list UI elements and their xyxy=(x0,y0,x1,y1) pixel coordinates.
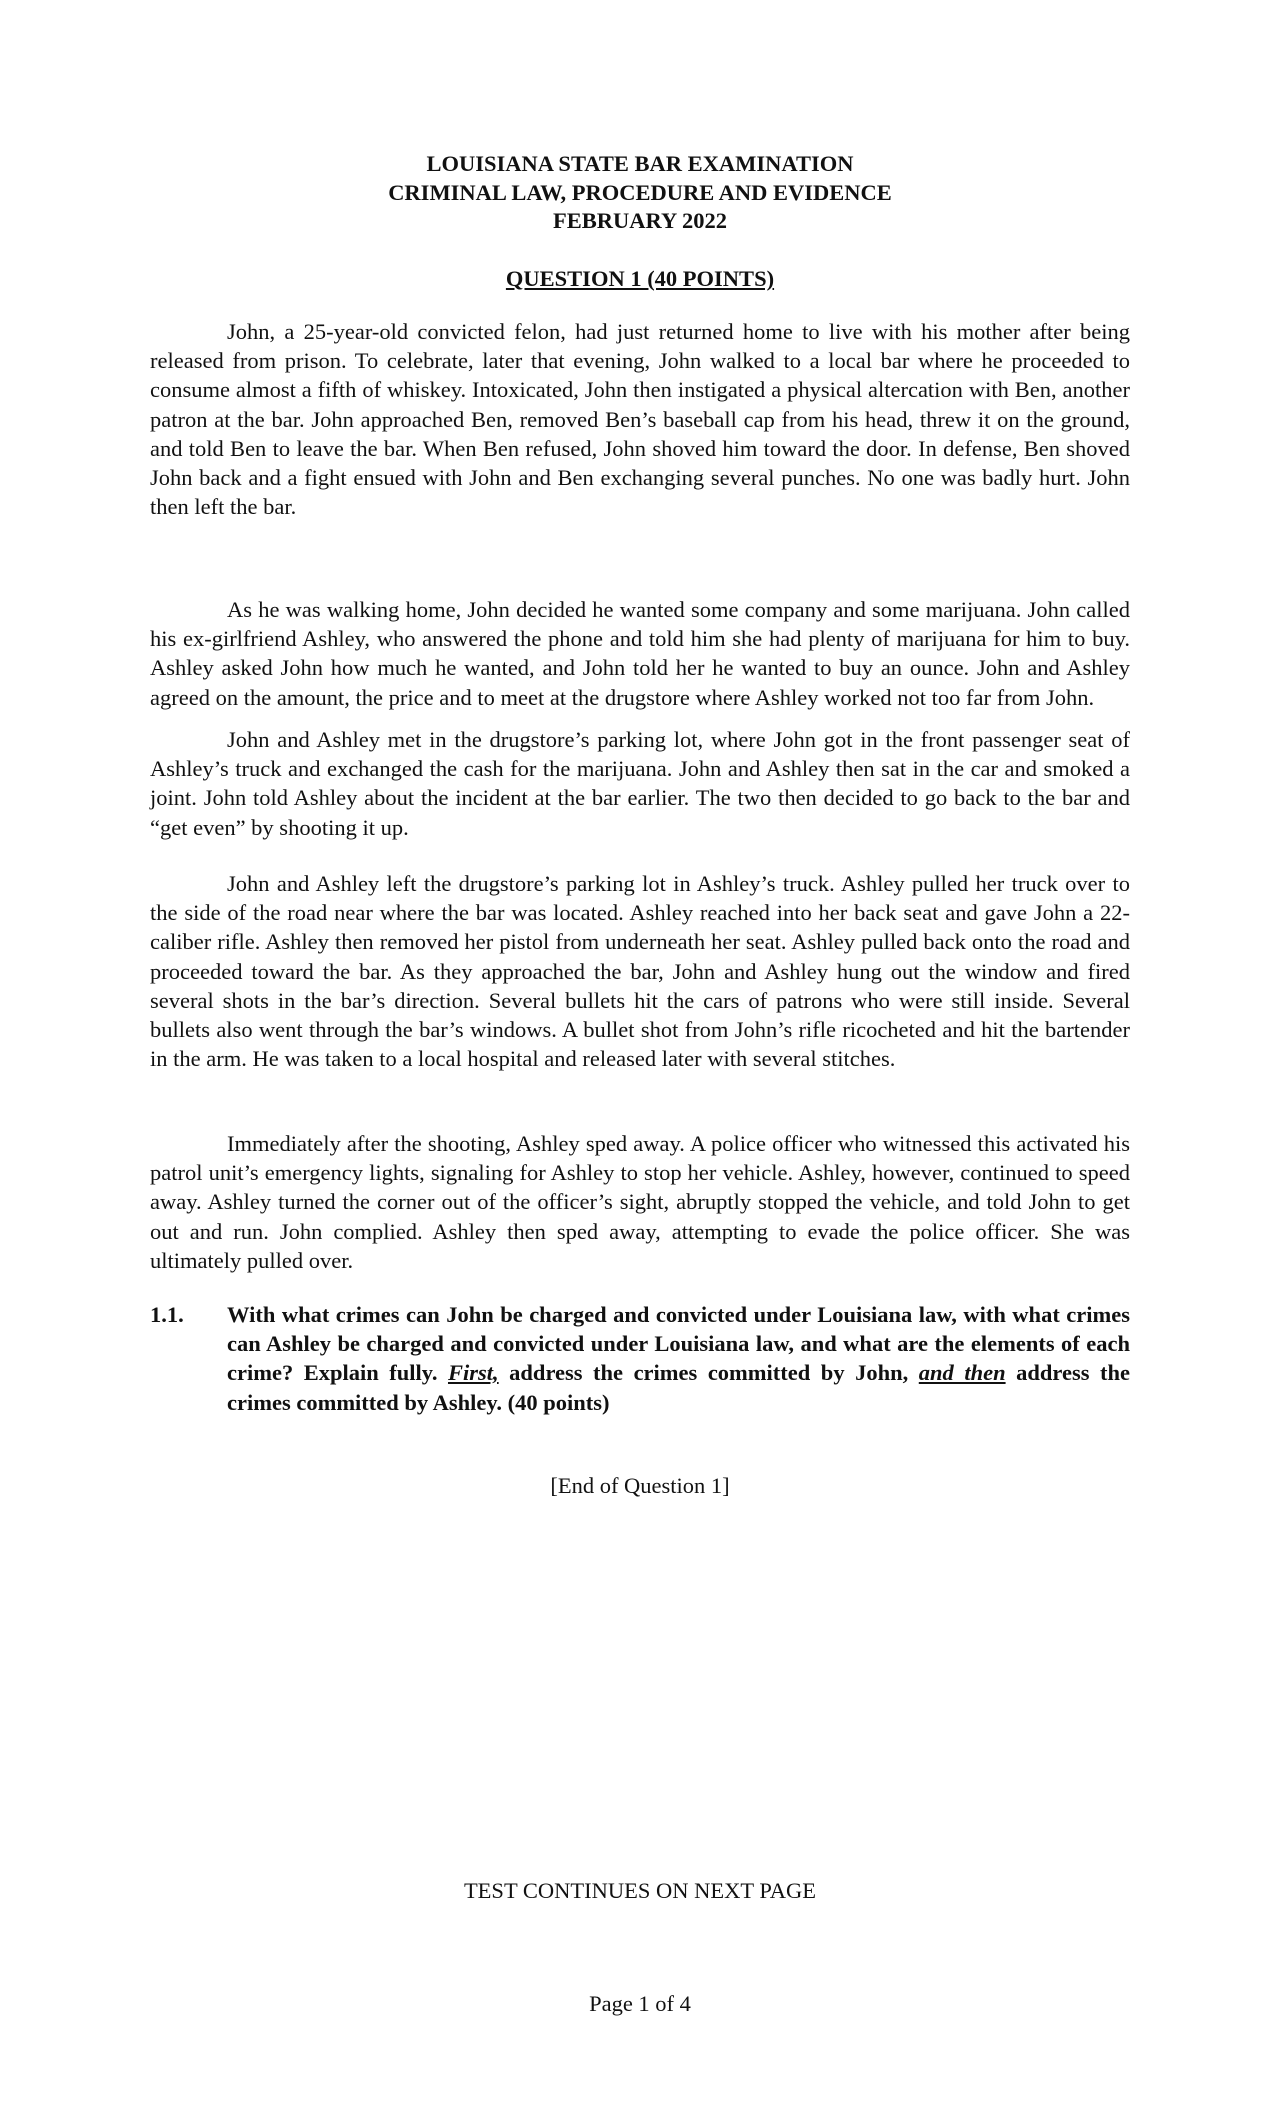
sub-question-number: 1.1. xyxy=(150,1302,184,1327)
end-of-question-marker: [End of Question 1] xyxy=(550,1473,730,1498)
emphasis-first: First, xyxy=(447,1360,499,1386)
header-date: FEBRUARY 2022 xyxy=(552,208,727,233)
fact-paragraph: Immediately after the shooting, Ashley sped away. A police officer who witnessed this activated his patrol unit’s emergency lights, signaling for Ashley to stop her vehicle. Ashley, however, continued to speed away. Ashley turned the corner out of the officer’s sight, abruptly stopped the vehicle, and told John to get out and run. John complied. Ashley then sped away, attempting to evade the police officer. She was ultimately pulled over. xyxy=(150,1131,1130,1273)
question-title: QUESTION 1 (40 POINTS) xyxy=(505,266,775,291)
header-subject: CRIMINAL LAW, PROCEDURE AND EVIDENCE xyxy=(388,179,892,205)
sub-question-text-part: address the crimes committed by John, xyxy=(498,1360,919,1386)
fact-paragraph: John and Ashley left the drugstore’s parking lot in Ashley’s truck. Ashley pulled her truck over to the side of the road near where the bar was located. Ashley reached into her back seat and gave John a 22-caliber rifle. Ashley then removed her pistol from underneath her seat. Ashley pulled back onto the road and proceeded toward the bar. As they approached the bar, John and Ashley hung out the window and fired several shots in the bar’s direction. Several bullets hit the cars of patrons who were still inside. Several bullets also went through the bar’s windows. A bullet shot from John’s rifle ricocheted and hit the bartender in the arm. He was taken to a local hospital and released later with several stitches. xyxy=(150,871,1130,1072)
fact-paragraph: John, a 25-year-old convicted felon, had just returned home to live with his mother after being released from prison. To celebrate, later that evening, John walked to a local bar where he proceeded to consume almost a fifth of whiskey. Intoxicated, John then instigated a physical altercation with Ben, another patron at the bar. John approached Ben, removed Ben’s baseball cap from his head, threw it on the ground, and told Ben to leave the bar. When Ben refused, John shoved him toward the door. In defense, Ben shoved John back and a fight ensued with John and Ben exchanging several punches. No one was badly hurt. John then left the bar. xyxy=(150,319,1130,520)
fact-paragraph: As he was walking home, John decided he wanted some company and some marijuana. John called his ex-girlfriend Ashley, who answered the phone and told him she had plenty of marijuana for him to buy. Ashley asked John how much he wanted, and John told her he wanted to buy an ounce. John and Ashley agreed on the amount, the price and to meet at the drugstore where Ashley worked not too far from John. xyxy=(150,597,1130,710)
test-continues-notice: TEST CONTINUES ON NEXT PAGE xyxy=(463,1878,817,1903)
header-exam-title: LOUISIANA STATE BAR EXAMINATION xyxy=(426,151,854,176)
emphasis-and-then: and then xyxy=(918,1360,1006,1386)
sub-question-text xyxy=(227,1300,1130,1417)
fact-paragraph: John and Ashley met in the drugstore’s parking lot, where John got in the front passenger seat of Ashley’s truck and exchanged the cash for the marijuana. John and Ashley then sat in the car and smoked a joint. John told Ashley about the incident at the bar earlier. The two then decided to go back to the bar and “get even” by shooting it up. xyxy=(150,727,1130,840)
exam-header xyxy=(0,150,1280,236)
sub-question xyxy=(150,1300,1130,1417)
sub-question-text-part: address the crimes committed by Ashley. (40 points) xyxy=(227,1360,1130,1415)
page-number: Page 1 of 4 xyxy=(589,1991,691,2016)
sub-question-text-part: With what crimes can John be charged and convicted under Louisiana law, with what crimes can Ashley be charged and convicted under Louisiana law, and what are the elements of each crime? Explain fully. xyxy=(227,1302,1130,1386)
